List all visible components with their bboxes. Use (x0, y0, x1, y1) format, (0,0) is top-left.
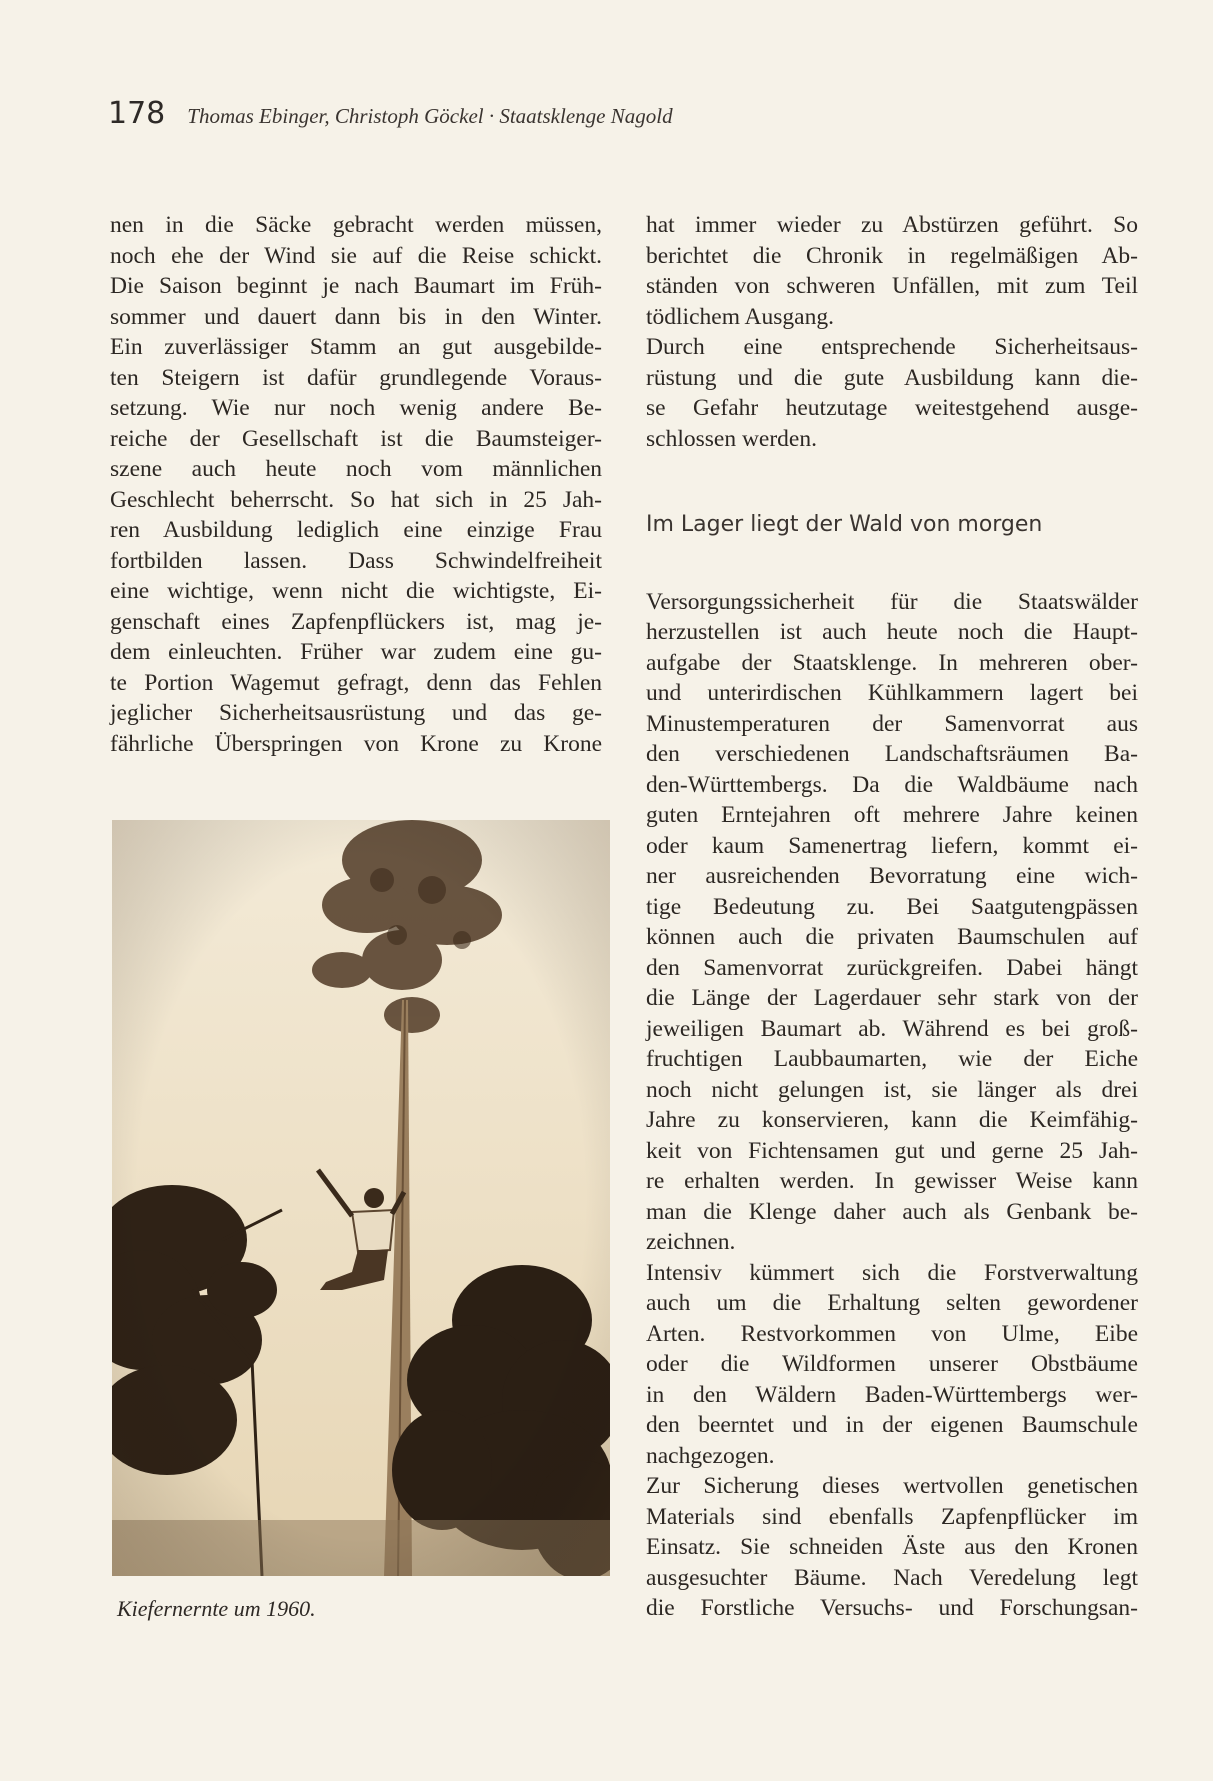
text-line: jeweiligen Baumart ab. Während es bei groß- (646, 1015, 1138, 1042)
photo-climber-in-pine-tree (112, 820, 610, 1576)
text-line: ständen von schweren Unfällen, mit zum Teil (646, 273, 1138, 299)
text-line: ten Steigern ist dafür grundlegende Voraus- (110, 364, 602, 391)
text-line: rüstung und die gute Ausbildung kann die- (646, 364, 1138, 391)
text-line: setzung. Wie nur noch wenig andere Be- (110, 395, 602, 421)
text-line: se Gefahr heutzutage weitestgehend ausge- (646, 395, 1138, 421)
left-column (110, 210, 602, 759)
text-line: und unterirdischen Kühlkammern lagert bei (646, 680, 1138, 706)
text-line: man die Klenge daher auch als Genbank be- (646, 1198, 1138, 1225)
text-line: den verschiedenen Landschaftsräumen Ba- (646, 741, 1138, 767)
text-line: den beerntet und in der eigenen Baumschule (646, 1412, 1138, 1438)
text-line: jeglicher Sicherheitsausrüstung und das ge- (110, 700, 602, 726)
text-line: tige Bedeutung zu. Bei Saatgutengpässen (646, 893, 1138, 920)
text-line: tödlichem Ausgang. (646, 303, 834, 330)
text-line: ausgesuchter Bäume. Nach Veredelung legt (646, 1564, 1138, 1591)
text-line: genschaft eines Zapfenpflückers ist, mag je- (110, 608, 602, 635)
figure-caption: Kiefernernte um 1960. (117, 1596, 316, 1621)
text-line: zeichnen. (646, 1229, 736, 1255)
text-line: Arten. Restvorkommen von Ulme, Eibe (646, 1320, 1138, 1347)
text-line: Minustemperaturen der Samenvorrat aus (646, 710, 1138, 737)
text-line: noch ehe der Wind sie auf die Reise schickt. (110, 242, 602, 269)
text-line: guten Erntejahren oft mehrere Jahre keinen (646, 802, 1138, 828)
text-line: dem einleuchten. Früher war zudem eine gu- (110, 639, 602, 665)
text-line: auch um die Erhaltung selten gewordener (646, 1290, 1138, 1316)
text-line: nachgezogen. (646, 1442, 775, 1469)
text-line: schlossen werden. (646, 425, 817, 452)
text-line: fährliche Überspringen von Krone zu Krone (110, 730, 602, 757)
text-line: Versorgungssicherheit für die Staatswälder (646, 588, 1138, 615)
text-line: in den Wäldern Baden-Württembergs wer- (646, 1381, 1138, 1408)
page-header (108, 96, 673, 131)
text-line: Geschlecht beherrscht. So hat sich in 25 Jah- (110, 486, 602, 513)
text-line: sommer und dauert dann bis in den Winter. (110, 303, 602, 330)
text-line: aufgabe der Staatsklenge. In mehreren ober- (646, 649, 1138, 676)
text-line: oder die Wildformen unserer Obstbäume (646, 1351, 1138, 1377)
text-line: Materials sind ebenfalls Zapfenpflücker im (646, 1503, 1138, 1530)
section-heading: Im Lager liegt der Wald von morgen (646, 512, 1043, 537)
text-line: Intensiv kümmert sich die Forstverwaltung (646, 1259, 1138, 1286)
text-line: szene auch heute noch vom männlichen (110, 456, 602, 482)
text-line: te Portion Wagemut gefragt, denn das Fehlen (110, 669, 602, 696)
text-line: Jahre zu konservieren, kann die Keimfähig- (646, 1107, 1138, 1133)
text-line: oder kaum Samenertrag liefern, kommt ei- (646, 832, 1138, 859)
right-column (646, 210, 1138, 1624)
text-line: noch nicht gelungen ist, sie länger als drei (646, 1076, 1138, 1103)
text-line: können auch die privaten Baumschulen auf (646, 924, 1138, 950)
text-line: re erhalten werden. In gewisser Weise kann (646, 1168, 1138, 1194)
text-line: die Forstliche Versuchs- und Forschungsan- (646, 1595, 1138, 1621)
sepia-photo (112, 820, 610, 1576)
text-line: Ein zuverlässiger Stamm an gut ausgebilde- (110, 334, 602, 360)
text-line: nen in die Säcke gebracht werden müssen, (110, 212, 602, 238)
running-head: Thomas Ebinger, Christoph Göckel · Staatsklenge Nagold (187, 104, 673, 128)
text-line: keit von Fichtensamen gut und gerne 25 Jah- (646, 1137, 1138, 1164)
text-line: Die Saison beginnt je nach Baumart im Früh- (110, 273, 602, 299)
text-line: ren Ausbildung lediglich eine einzige Frau (110, 517, 602, 543)
text-line: berichtet die Chronik in regelmäßigen Ab- (646, 242, 1138, 269)
text-line: reiche der Gesellschaft ist die Baumsteiger- (110, 425, 602, 452)
text-line: die Länge der Lagerdauer sehr stark von der (646, 985, 1138, 1011)
text-line: den Samenvorrat zurückgreifen. Dabei hängt (646, 954, 1138, 981)
text-line: ner ausreichenden Bevorratung eine wich- (646, 863, 1138, 889)
text-line: eine wichtige, wenn nicht die wichtigste, Ei- (110, 578, 602, 604)
text-line: Einsatz. Sie schneiden Äste aus den Kronen (646, 1534, 1138, 1560)
page-number: 178 (108, 96, 166, 131)
text-line: fortbilden lassen. Dass Schwindelfreiheit (110, 547, 602, 574)
text-line: hat immer wieder zu Abstürzen geführt. So (646, 212, 1138, 238)
text-line: Durch eine entsprechende Sicherheitsaus- (646, 334, 1138, 360)
text-line: Zur Sicherung dieses wertvollen genetischen (646, 1473, 1138, 1499)
text-line: herzustellen ist auch heute noch die Haupt- (646, 619, 1138, 645)
text-line: den-Württembergs. Da die Waldbäume nach (646, 771, 1138, 798)
text-line: fruchtigen Laubbaumarten, wie der Eiche (646, 1046, 1138, 1072)
